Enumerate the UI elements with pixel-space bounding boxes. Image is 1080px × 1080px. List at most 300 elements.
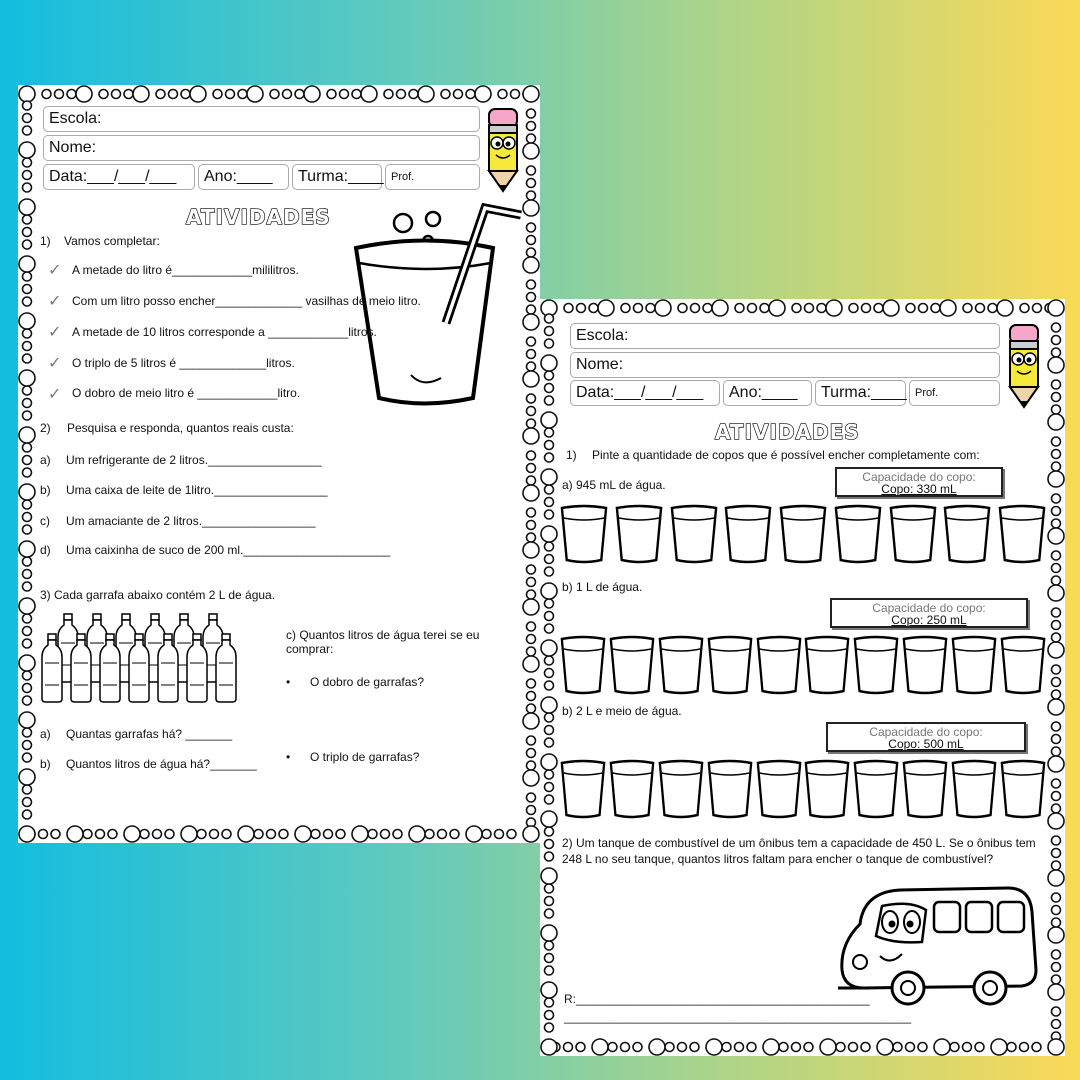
border-circle [527, 565, 536, 574]
border-circle [527, 736, 536, 745]
border-circle [1048, 699, 1064, 715]
border-circle [19, 142, 35, 158]
bullet: • [286, 675, 291, 689]
border-circle [1052, 462, 1061, 471]
q3-c-item-2: O triplo de garrafas? [310, 750, 420, 764]
capacity-box [835, 467, 1003, 497]
border-circle [545, 327, 554, 336]
border-circle [454, 90, 463, 99]
border-circle [527, 179, 536, 188]
border-circle [1052, 380, 1061, 389]
border-circle [545, 314, 554, 323]
border-circle [23, 753, 32, 762]
border-circle [527, 109, 536, 118]
border-circle [545, 396, 554, 405]
border-circle [23, 639, 32, 648]
q3-mark-a: a) [40, 727, 51, 741]
border-circle [527, 679, 536, 688]
check-icon: ✓ [48, 386, 62, 403]
border-circle [210, 830, 219, 839]
border-circle [482, 830, 491, 839]
cup-icon[interactable] [951, 635, 997, 700]
cup-icon[interactable] [670, 504, 718, 569]
border-circle [545, 998, 554, 1007]
border-circle [988, 304, 997, 313]
border-circle [1052, 950, 1061, 959]
border-circle [523, 485, 539, 501]
border-circle [849, 304, 858, 313]
q1-item-2: Com um litro posso encher_____________ vasilhas de meio litro. [72, 294, 421, 308]
border-circle [545, 371, 554, 380]
border-circle [608, 1043, 617, 1052]
border-circle [1052, 621, 1061, 630]
border-circle [527, 508, 536, 517]
cup-icon[interactable] [658, 759, 704, 824]
border-circle [153, 830, 162, 839]
year-field: Ano:____ [723, 380, 812, 406]
page-title: ATIVIDADES [715, 420, 860, 444]
border-circle [270, 90, 279, 99]
border-circle [1052, 494, 1061, 503]
date-field: Data:___/___/___ [570, 380, 720, 406]
border-circle [523, 770, 539, 786]
border-circle [760, 304, 769, 313]
border-circle [545, 966, 554, 975]
border-circle [997, 300, 1013, 316]
water-bottle-icon [185, 633, 209, 708]
water-bottle-icon [127, 633, 151, 708]
border-circle [238, 90, 247, 99]
border-circle [1052, 849, 1061, 858]
border-circle [475, 86, 491, 102]
border-circle [42, 90, 51, 99]
border-circle [295, 826, 311, 842]
border-circle [1052, 437, 1061, 446]
border-circle [541, 754, 557, 770]
border-circle [541, 925, 557, 941]
border-circle [1052, 678, 1061, 687]
border-circle [541, 868, 557, 884]
border-circle [108, 830, 117, 839]
q1-item-5: O dobro de meio litro é ____________litro. [72, 386, 301, 400]
border-circle [495, 830, 504, 839]
border-circle [133, 86, 149, 102]
border-circle [19, 484, 35, 500]
border-circle [545, 542, 554, 551]
cup-icon[interactable] [902, 759, 948, 824]
border-circle [340, 90, 349, 99]
border-circle [523, 713, 539, 729]
border-circle [545, 612, 554, 621]
cup-icon[interactable] [853, 635, 899, 700]
border-circle [634, 304, 643, 313]
border-circle [295, 90, 304, 99]
border-circle [975, 1043, 984, 1052]
border-circle [1052, 519, 1061, 528]
cup-icon[interactable] [707, 759, 753, 824]
border-circle [51, 830, 60, 839]
q2-item-d: Uma caixinha de suco de 200 ml.______________________ [66, 543, 391, 557]
border-circle [1052, 633, 1061, 642]
border-circle [1052, 564, 1061, 573]
border-circle [441, 90, 450, 99]
border-circle [722, 1043, 731, 1052]
border-circle [541, 640, 557, 656]
cup-icon[interactable] [615, 504, 663, 569]
capacity-box [830, 598, 1028, 628]
border-circle [267, 830, 276, 839]
border-circle [545, 738, 554, 747]
border-circle [368, 830, 377, 839]
border-circle [862, 304, 871, 313]
name-field: Nome: [43, 135, 480, 161]
border-circle [950, 1043, 959, 1052]
border-circle [919, 304, 928, 313]
cup-icon[interactable] [560, 759, 606, 824]
q1-part-a-label: a) 945 mL de água. [562, 478, 666, 492]
border-circle [976, 304, 985, 313]
border-circle [545, 339, 554, 348]
border-circle [545, 726, 554, 735]
border-circle [545, 783, 554, 792]
q2-text: 2) Um tanque de combustível de um ônibus tem a capacidade de 450 L. Se o ônibus tem 248 L no seu tanque, quantos litros faltam para encher o tanque de combustível? [562, 836, 1036, 867]
border-circle [691, 304, 700, 313]
q2-number: 2) [40, 421, 51, 435]
border-circle [498, 90, 507, 99]
border-circle [19, 427, 35, 443]
check-icon: ✓ [48, 324, 62, 341]
answer-line: ____________________________________________________ [564, 1010, 912, 1024]
border-circle [527, 419, 536, 428]
border-circle [678, 304, 687, 313]
border-circle [934, 1039, 950, 1055]
border-circle [527, 793, 536, 802]
border-circle [893, 1043, 902, 1052]
q2-mark-a: a) [40, 453, 51, 467]
border-circle [545, 498, 554, 507]
border-circle [906, 304, 915, 313]
border-circle [23, 684, 32, 693]
border-circle [545, 852, 554, 861]
border-circle [541, 811, 557, 827]
border-circle [156, 90, 165, 99]
cup-icon[interactable] [834, 504, 882, 569]
border-circle [826, 300, 842, 316]
border-circle [511, 90, 520, 99]
border-circle [805, 304, 814, 313]
cup-icon[interactable] [804, 635, 850, 700]
border-circle [545, 827, 554, 836]
border-circle [545, 441, 554, 450]
border-circle [541, 412, 557, 428]
cup-icon[interactable] [902, 635, 948, 700]
border-circle [874, 304, 883, 313]
school-field: Escola: [43, 106, 480, 132]
border-circle [181, 90, 190, 99]
cup-icon[interactable] [1000, 759, 1046, 824]
page-title: ATIVIDADES [186, 205, 331, 229]
q1-item-1: A metade do litro é____________mililitros. [72, 263, 299, 277]
border-circle [1048, 927, 1064, 943]
border-circle [1048, 813, 1064, 829]
border-circle [23, 158, 32, 167]
border-circle [352, 826, 368, 842]
border-circle [23, 101, 32, 110]
border-circle [820, 1039, 836, 1055]
border-circle [564, 304, 573, 313]
teacher-field: Prof. [909, 380, 1000, 406]
border-circle [527, 704, 536, 713]
border-circle [1048, 471, 1064, 487]
border-circle [849, 1043, 858, 1052]
border-circle [23, 785, 32, 794]
border-circle [792, 304, 801, 313]
border-circle [23, 513, 32, 522]
date-field: Data:___/___/___ [43, 164, 195, 190]
border-circle [735, 1043, 744, 1052]
border-circle [545, 510, 554, 519]
cup-icon[interactable] [658, 635, 704, 700]
border-circle [1007, 1043, 1016, 1052]
border-circle [23, 354, 32, 363]
q1-number: 1) [566, 448, 577, 462]
q2-item-b: Uma caixa de leite de 1litro._________________ [66, 483, 328, 497]
border-circle [861, 1043, 870, 1052]
q3-item-b: Quantos litros de água há?_______ [66, 757, 257, 771]
border-circle [76, 86, 92, 102]
cup-icon[interactable] [609, 635, 655, 700]
border-circle [1052, 323, 1061, 332]
pencil-mascot-icon [1002, 323, 1046, 409]
border-circle [67, 90, 76, 99]
border-circle [23, 240, 32, 249]
border-circle [23, 443, 32, 452]
year-field: Ano:____ [198, 164, 289, 190]
capacity-value: Copo: 250 mL [891, 613, 967, 627]
check-icon: ✓ [48, 355, 62, 372]
border-circle [1048, 300, 1064, 316]
border-circle [545, 909, 554, 918]
q3-intro: 3) Cada garrafa abaixo contém 2 L de água. [40, 588, 276, 602]
border-circle [393, 830, 402, 839]
border-circle [23, 456, 32, 465]
border-circle [336, 830, 345, 839]
border-circle [23, 285, 32, 294]
border-circle [1052, 975, 1061, 984]
border-circle [545, 599, 554, 608]
border-circle [545, 485, 554, 494]
cup-icon[interactable] [804, 759, 850, 824]
border-circle [877, 1039, 893, 1055]
cup-icon[interactable] [609, 759, 655, 824]
border-circle [545, 897, 554, 906]
border-circle [23, 500, 32, 509]
border-circle [1052, 779, 1061, 788]
border-circle [23, 114, 32, 123]
capacity-label: Capacidade do copo: [862, 470, 976, 484]
border-circle [1052, 507, 1061, 516]
cup-icon[interactable] [1000, 635, 1046, 700]
border-circle [1048, 984, 1064, 1000]
border-circle [836, 1043, 845, 1052]
border-circle [466, 826, 482, 842]
border-circle [655, 300, 671, 316]
border-circle [779, 1043, 788, 1052]
q2-mark-d: d) [40, 543, 51, 557]
capacity-value: Copo: 330 mL [881, 482, 957, 496]
border-circle [23, 728, 32, 737]
border-circle [1052, 963, 1061, 972]
border-circle [23, 798, 32, 807]
border-circle [1052, 804, 1061, 813]
border-circle [1052, 393, 1061, 402]
class-field: Turma:____ [815, 380, 906, 406]
cup-icon[interactable] [951, 759, 997, 824]
check-icon: ✓ [48, 293, 62, 310]
border-circle [112, 90, 121, 99]
border-circle [23, 810, 32, 819]
q3-c-question: c) Quantos litros de água terei se eu comprar: [286, 628, 480, 657]
border-circle [1052, 792, 1061, 801]
border-circle [1052, 836, 1061, 845]
border-circle [1052, 893, 1061, 902]
border-circle [197, 830, 206, 839]
border-circle [523, 86, 539, 102]
border-circle [523, 143, 539, 159]
border-circle [523, 599, 539, 615]
border-circle [883, 300, 899, 316]
border-circle [23, 614, 32, 623]
border-circle [23, 671, 32, 680]
border-circle [527, 622, 536, 631]
cup-icon[interactable] [560, 635, 606, 700]
border-circle [703, 304, 712, 313]
border-circle [541, 1039, 557, 1055]
cup-icon[interactable] [998, 504, 1046, 569]
border-circle [397, 90, 406, 99]
border-circle [523, 428, 539, 444]
border-circle [23, 342, 32, 351]
border-circle [545, 624, 554, 633]
border-circle [19, 86, 35, 102]
border-circle [564, 1043, 573, 1052]
q1-part-b-label: b) 1 L de água. [562, 580, 643, 594]
water-bottle-icon [98, 633, 122, 708]
border-circle [1048, 585, 1064, 601]
border-circle [527, 647, 536, 656]
border-circle [23, 228, 32, 237]
border-circle [1048, 870, 1064, 886]
q3-mark-b: b) [40, 757, 51, 771]
border-circle [527, 191, 536, 200]
cup-icon[interactable] [853, 759, 899, 824]
border-circle [19, 370, 35, 386]
border-circle [577, 304, 586, 313]
border-circle [545, 770, 554, 779]
border-circle [706, 1039, 722, 1055]
border-circle [545, 795, 554, 804]
worksheet-page-right [540, 299, 1065, 1056]
border-circle [527, 134, 536, 143]
bullet: • [286, 750, 291, 764]
capacity-value: Copo: 500 mL [888, 737, 964, 751]
border-circle [541, 697, 557, 713]
water-bottle-icon [214, 633, 238, 708]
border-circle [165, 830, 174, 839]
border-circle [384, 90, 393, 99]
border-circle [361, 86, 377, 102]
border-circle [1052, 722, 1061, 731]
border-circle [23, 741, 32, 750]
border-circle [226, 90, 235, 99]
border-circle [425, 830, 434, 839]
cup-icon[interactable] [943, 504, 991, 569]
cup-icon[interactable] [756, 635, 802, 700]
border-circle [527, 533, 536, 542]
border-circle [621, 304, 630, 313]
cup-icon[interactable] [889, 504, 937, 569]
border-circle [1052, 1007, 1061, 1016]
border-circle [67, 826, 83, 842]
border-circle [352, 90, 361, 99]
border-circle [23, 582, 32, 591]
border-circle [527, 635, 536, 644]
answer-label: R:____________________________________________ [564, 992, 870, 1006]
border-circle [748, 304, 757, 313]
border-circle [23, 386, 32, 395]
cup-icon[interactable] [779, 504, 827, 569]
border-circle [527, 476, 536, 485]
water-bottle-icon [156, 633, 180, 708]
border-circle [527, 590, 536, 599]
cup-icon[interactable] [724, 504, 772, 569]
border-circle [523, 656, 539, 672]
border-circle [545, 384, 554, 393]
border-circle [1052, 735, 1061, 744]
border-circle [592, 1039, 608, 1055]
border-circle [409, 90, 418, 99]
border-circle [23, 411, 32, 420]
border-circle [304, 86, 320, 102]
border-circle [1033, 304, 1042, 313]
q1-number: 1) [40, 234, 51, 248]
border-circle [712, 300, 728, 316]
q1-intro: Vamos completar: [64, 234, 160, 248]
border-circle [665, 1043, 674, 1052]
border-circle [19, 256, 35, 272]
border-circle [279, 830, 288, 839]
cup-icon[interactable] [707, 635, 753, 700]
q1-item-3: A metade de 10 litros corresponde a ____________litros. [72, 325, 377, 339]
cup-icon[interactable] [560, 504, 608, 569]
border-circle [963, 1043, 972, 1052]
border-circle [545, 555, 554, 564]
q1-intro: Pinte a quantidade de copos que é possível encher completamente com: [592, 448, 980, 462]
border-circle [19, 826, 35, 842]
border-circle [254, 830, 263, 839]
q2-mark-b: b) [40, 483, 51, 497]
cup-icon[interactable] [756, 759, 802, 824]
class-field: Turma:____ [292, 164, 382, 190]
border-circle [541, 355, 557, 371]
border-circle [1052, 861, 1061, 870]
border-circle [23, 468, 32, 477]
border-circle [1052, 747, 1061, 756]
border-circle [1052, 551, 1061, 560]
border-circle [545, 681, 554, 690]
border-circle [222, 830, 231, 839]
border-circle [940, 300, 956, 316]
